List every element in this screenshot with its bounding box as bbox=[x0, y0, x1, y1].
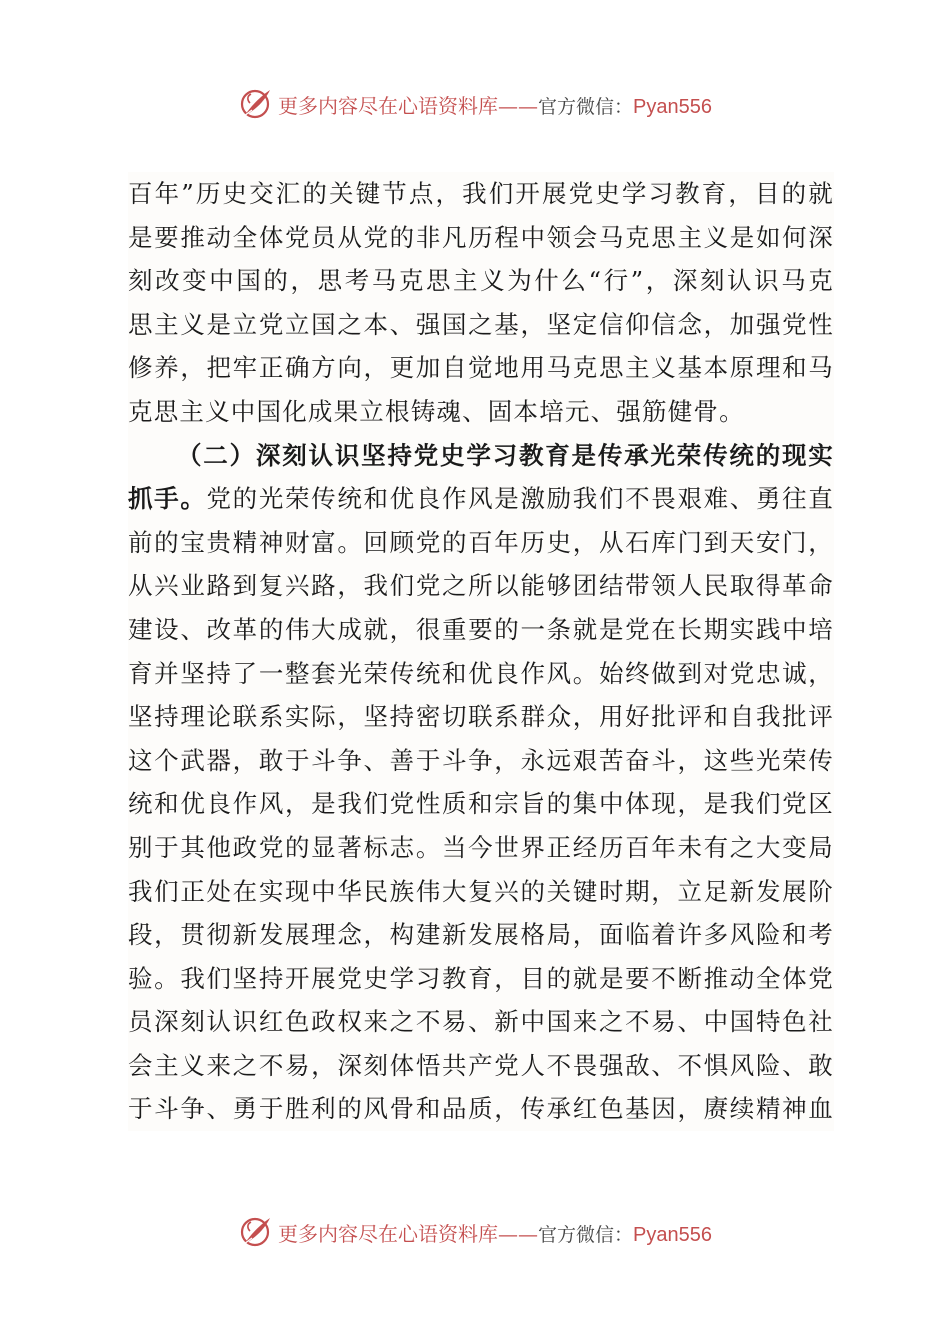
text-line: 百年”历史交汇的关键节点，我们开展党史学习教育，目的就 bbox=[128, 172, 834, 216]
header-banner bbox=[0, 84, 950, 124]
footer-banner bbox=[0, 1212, 950, 1252]
banner-dash: —— bbox=[498, 93, 538, 118]
text-line: 修养，把牢正确方向，更加自觉地用马克思主义基本原理和马 bbox=[128, 346, 834, 390]
text-line: 坚持理论联系实际，坚持密切联系群众，用好批评和自我批评 bbox=[128, 695, 834, 739]
banner-text bbox=[278, 90, 712, 119]
text-line: 刻改变中国的，思考马克思主义为什么“行”，深刻认识马克 bbox=[128, 259, 834, 303]
banner-brand: Pyan556 bbox=[633, 95, 712, 118]
text-line: 这个武器，敢于斗争、善于斗争，永远艰苦奋斗，这些光荣传 bbox=[128, 739, 834, 783]
banner-dash: —— bbox=[498, 1221, 538, 1246]
text-line: 别于其他政党的显著标志。当今世界正经历百年未有之大变局 bbox=[128, 826, 834, 870]
text-line: 从兴业路到复兴路，我们党之所以能够团结带领人民取得革命 bbox=[128, 564, 834, 608]
text-line: 思主义是立党立国之本、强国之基，坚定信仰信念，加强党性 bbox=[128, 303, 834, 347]
document-body bbox=[128, 172, 834, 1131]
text-line: 前的宝贵精神财富。回顾党的百年历史，从石库门到天安门， bbox=[128, 521, 834, 565]
section-heading: （二）深刻认识坚持党史学习教育是传承光荣传统的现实 bbox=[177, 440, 834, 470]
text-line: 验。我们坚持开展党史学习教育，目的就是要不断推动全体党 bbox=[128, 957, 834, 1001]
text-line: 会主义来之不易，深刻体悟共产党人不畏强敌、不惧风险、敢 bbox=[128, 1044, 834, 1088]
text-line: 于斗争、勇于胜利的风骨和品质，传承红色基因，赓续精神血 bbox=[128, 1087, 834, 1131]
text-fragment: 党的光荣传统和优良作风是激励我们不畏艰难、勇往直 bbox=[206, 484, 834, 514]
feather-pen-logo-icon bbox=[238, 86, 274, 122]
banner-lead: 更多内容尽在心语资料库 bbox=[278, 93, 498, 118]
banner-middle: 官方微信： bbox=[538, 1223, 634, 1246]
banner-middle: 官方微信： bbox=[538, 95, 634, 118]
banner-text bbox=[278, 1218, 712, 1247]
text-line: 我们正处在实现中华民族伟大复兴的关键时期，立足新发展阶 bbox=[128, 870, 834, 914]
feather-pen-logo-icon bbox=[238, 1214, 274, 1250]
text-line: 段，贯彻新发展理念，构建新发展格局，面临着许多风险和考 bbox=[128, 913, 834, 957]
text-line: 建设、改革的伟大成就，很重要的一条就是党在长期实践中培 bbox=[128, 608, 834, 652]
section-heading-line bbox=[128, 434, 834, 478]
text-line: 员深刻认识红色政权来之不易、新中国来之不易、中国特色社 bbox=[128, 1000, 834, 1044]
banner-lead: 更多内容尽在心语资料库 bbox=[278, 1221, 498, 1246]
banner-brand: Pyan556 bbox=[633, 1223, 712, 1246]
text-line bbox=[128, 477, 834, 521]
text-line: 是要推动全体党员从党的非凡历程中领会马克思主义是如何深 bbox=[128, 216, 834, 260]
text-line: 克思主义中国化成果立根铸魂、固本培元、强筋健骨。 bbox=[128, 390, 834, 434]
section-heading-end: 抓手。 bbox=[128, 484, 207, 514]
text-line: 育并坚持了一整套光荣传统和优良作风。始终做到对党忠诚， bbox=[128, 652, 834, 696]
text-line: 统和优良作风，是我们党性质和宗旨的集中体现，是我们党区 bbox=[128, 782, 834, 826]
